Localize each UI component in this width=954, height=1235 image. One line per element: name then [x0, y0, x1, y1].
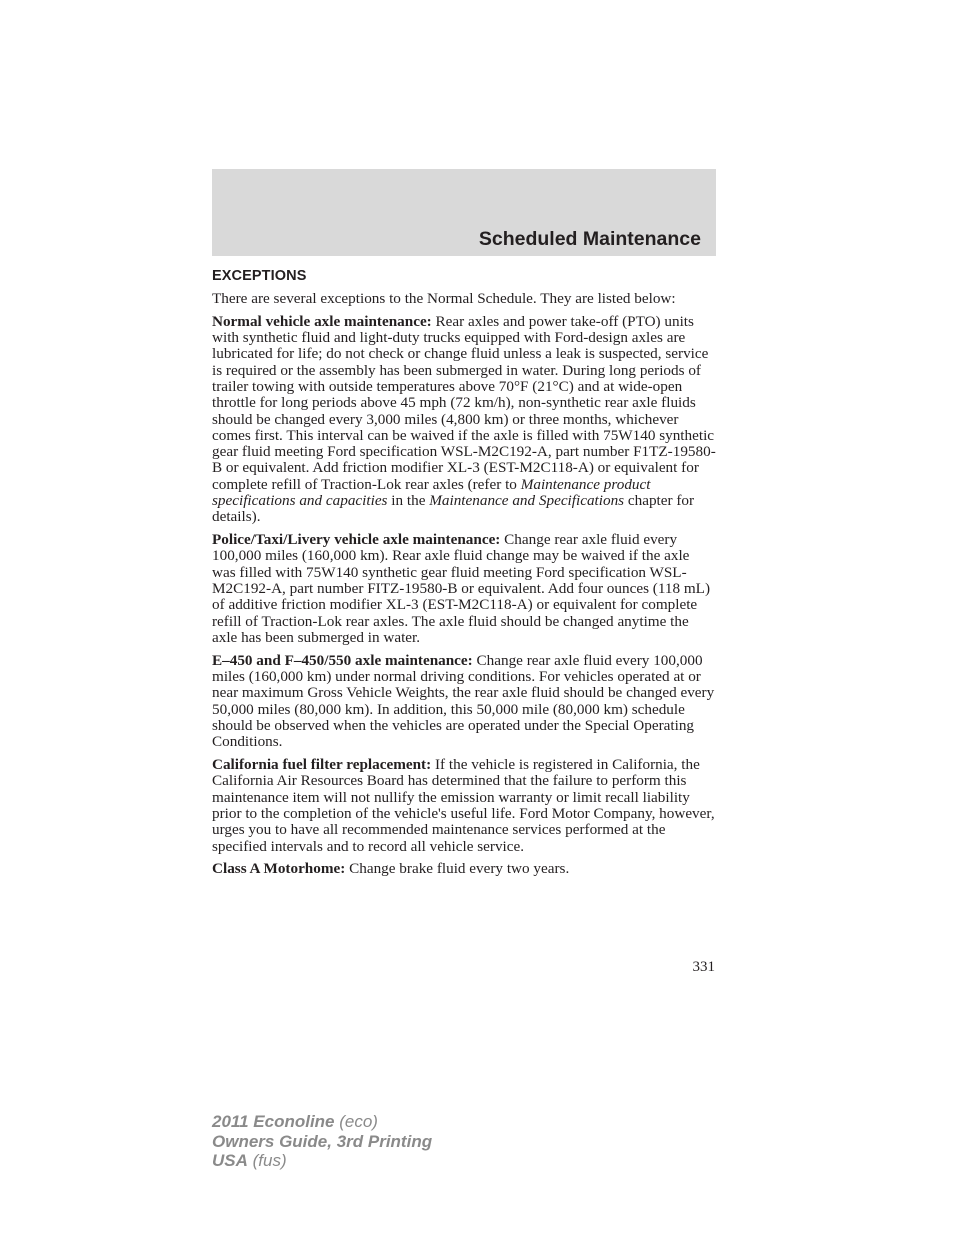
body-text — [212, 291, 716, 884]
footer-model: 2011 Econoline — [212, 1112, 335, 1131]
section-heading: EXCEPTIONS — [212, 268, 307, 284]
paragraph-text: Change rear axle fluid every 100,000 miles (160,000 km). Rear axle fluid change may be waived if the axle was filled with 75W140 synthetic gear fluid meeting Ford specification WSL-M2C192-A, part number FITZ-19580-B or equivalent. Add four ounces (118 mL) of additive friction modifier XL-3 (EST-M2C118-A) or equivalent for complete refill of Traction-Lok rear axles. The axle fluid should be changed anytime the axle has been submerged in water. — [212, 531, 710, 646]
footer-region: USA — [212, 1151, 248, 1170]
footer-model-code: (eco) — [334, 1112, 378, 1131]
footer-line-model — [212, 1112, 432, 1132]
paragraph-california-fuel — [212, 757, 716, 855]
paragraph-text: Change rear axle fluid every 100,000 miles (160,000 km) under normal driving conditions. For vehicles operated at or near maximum Gross Vehicle Weights, the rear axle fluid should be changed every 50,000 miles (80,000 km). In addition, this 50,000 mile (80,000 km) schedule should be observed when the vehicles are operated under the Special Operating Conditions. — [212, 651, 715, 751]
paragraph-label: Class A Motorhome: — [212, 860, 346, 878]
page-number: 331 — [692, 959, 715, 975]
paragraph-label: E–450 and F–450/550 axle maintenance: — [212, 651, 473, 669]
paragraph-label: California fuel filter replacement: — [212, 756, 432, 774]
paragraph-e450-f450 — [212, 653, 716, 751]
paragraph-normal-axle — [212, 314, 716, 526]
paragraph-text: Change brake fluid every two years. — [345, 860, 570, 878]
cross-reference: Maintenance product specifications and capacities — [212, 475, 651, 510]
paragraph-police-taxi — [212, 532, 716, 646]
footer-line-edition — [212, 1132, 432, 1152]
paragraph-text: Rear axles and power take-off (PTO) units with synthetic fluid and light-duty trucks equipped with Ford-design axles are lubricated for life; do not check or change fluid unless a leak is suspected, service is required or the assembly has been submerged in water. During long periods of trailer towing with outside temperatures above 70°F (21°C) and at wide-open throttle for long periods above 45 mph (72 km/h), non-synthetic rear axle fluids should be changed every 3,000 miles (4,800 km) or three months, whichever comes first. This interval can be waived if the axle is filled with 75W140 synthetic gear fluid meeting Ford specification WSL-M2C192-A, part number F1TZ-19580-B or equivalent. Add friction modifier XL-3 (EST-M2C118-A) or equivalent for complete refill of Traction-Lok rear axles (refer to — [212, 312, 716, 493]
footer-line-region — [212, 1151, 432, 1171]
chapter-title: Scheduled Maintenance — [478, 228, 701, 250]
paragraph-label: Normal vehicle axle maintenance: — [212, 312, 432, 330]
footer-imprint — [212, 1112, 432, 1171]
footer-region-code: (fus) — [247, 1151, 287, 1170]
footer-edition: Owners Guide, 3rd Printing — [212, 1131, 433, 1151]
paragraph-class-a — [212, 861, 716, 877]
paragraph-text: in the — [387, 492, 430, 510]
paragraph-label: Police/Taxi/Livery vehicle axle maintenance: — [212, 531, 501, 549]
paragraph-text: If the vehicle is registered in California, the California Air Resources Board has determined that the failure to perform this maintenance item will not nullify the emission warranty or limit recall liability prior to the completion of the vehicle's useful life. Ford Motor Company, however, urges you to have all recommended maintenance services performed at the specified intervals and to record all vehicle service. — [212, 756, 715, 855]
cross-reference: Maintenance and Specifications — [429, 492, 625, 510]
paragraph-text: chapter for details). — [212, 492, 695, 526]
intro-paragraph: There are several exceptions to the Normal Schedule. They are listed below: — [212, 290, 676, 307]
section-header-band — [212, 169, 716, 256]
